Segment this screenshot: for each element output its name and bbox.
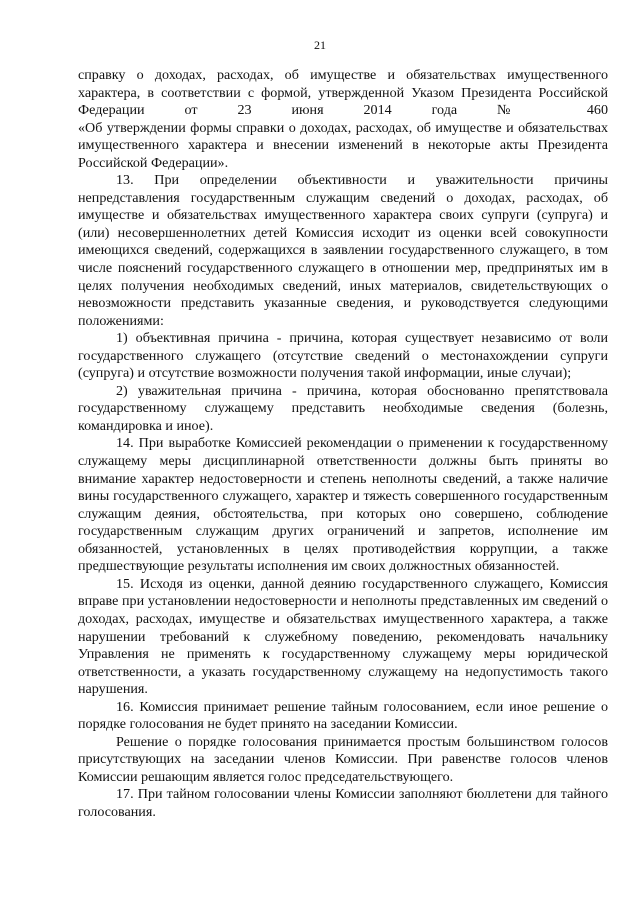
paragraph-item-16: 16. Комиссия принимает решение тайным голосованием, если иное решение о порядке голосования не будет принято на заседании Комиссии. bbox=[78, 698, 608, 733]
paragraph-item-16-voting: Решение о порядке голосования принимается простым большинством голосов присутствующих на заседании членов Комиссии. При равенстве голосов членов Комиссии решающим является голос председательствующего. bbox=[78, 733, 608, 785]
paragraph-item-13: 13. При определении объективности и уважительности причины непредставления государственным служащим сведений о доходах, расходах, об имуществе и обязательствах имущественного характера своих супруги (супруга) и (или) несовершеннолетних детей Комиссия исходит из оценки всей совокупности имеющихся сведений, содержащихся в заявлении государственного служащего, в том числе пояснений государственного служащего в отношении мер, предпринятых им в целях получения необходимых сведений, иных материалов, свидетельствующих о невозможности представить указанные сведения, и руководствуется следующими положениями: bbox=[78, 172, 608, 329]
paragraph-item-13-1: 1) объективная причина - причина, которая существует независимо от воли государственного служащего (отсутствие сведений о местонахождении супруги (супруга) и отсутствие возможности получения такой информации, иные случаи); bbox=[78, 330, 608, 382]
page-number: 21 bbox=[314, 38, 326, 52]
paragraph-continuation-part-a: справку о доходах, расходах, об имуществе и обязательствах имущественного характера, в соответствии с формой, утвержденной Указом Президента Российской Федерации от 23 июня 2014 года № 460 bbox=[78, 67, 608, 119]
paragraph-item-15: 15. Исходя из оценки, данной деянию государственного служащего, Комиссия вправе при установлении недостоверности и неполноты представленных им сведений о доходах, расходах, имуществе и обязательствах имущественного характера, а также нарушении требований к служебному поведению, рекомендовать начальнику Управления не применять к государственному служащему меры юридической ответственности, а указать государственному служащему на недопустимость такого нарушения. bbox=[78, 575, 608, 698]
paragraph-item-13-2: 2) уважительная причина - причина, которая обоснованно препятствовала государственному служащему представить необходимые сведения (болезнь, командировка и иное). bbox=[78, 382, 608, 434]
document-body bbox=[78, 67, 608, 822]
paragraph-continuation-part-b: «Об утверждении формы справки о доходах, расходах, об имуществе и обязательствах имущественного характера и внесении изменений в некоторые акты Президента Российской Федерации». bbox=[78, 119, 608, 171]
paragraph-item-17: 17. При тайном голосовании члены Комиссии заполняют бюллетени для тайного голосования. bbox=[78, 786, 608, 820]
paragraph-item-14: 14. При выработке Комиссией рекомендации о применении к государственному служащему меры дисциплинарной ответственности должны быть приняты во внимание характер недостоверности и степень неполноты сведений, а также наличие вины государственного служащего, характер и тяжесть совершенного государственным служащим деяния, обстоятельства, при которых оно совершено, соблюдение государственным служащим других ограничений и запретов, исполнение им обязанностей, установленных в целях противодействия коррупции, а также предшествующие результаты исполнения им своих должностных обязанностей. bbox=[78, 435, 608, 575]
paragraph-continuation bbox=[78, 67, 608, 172]
